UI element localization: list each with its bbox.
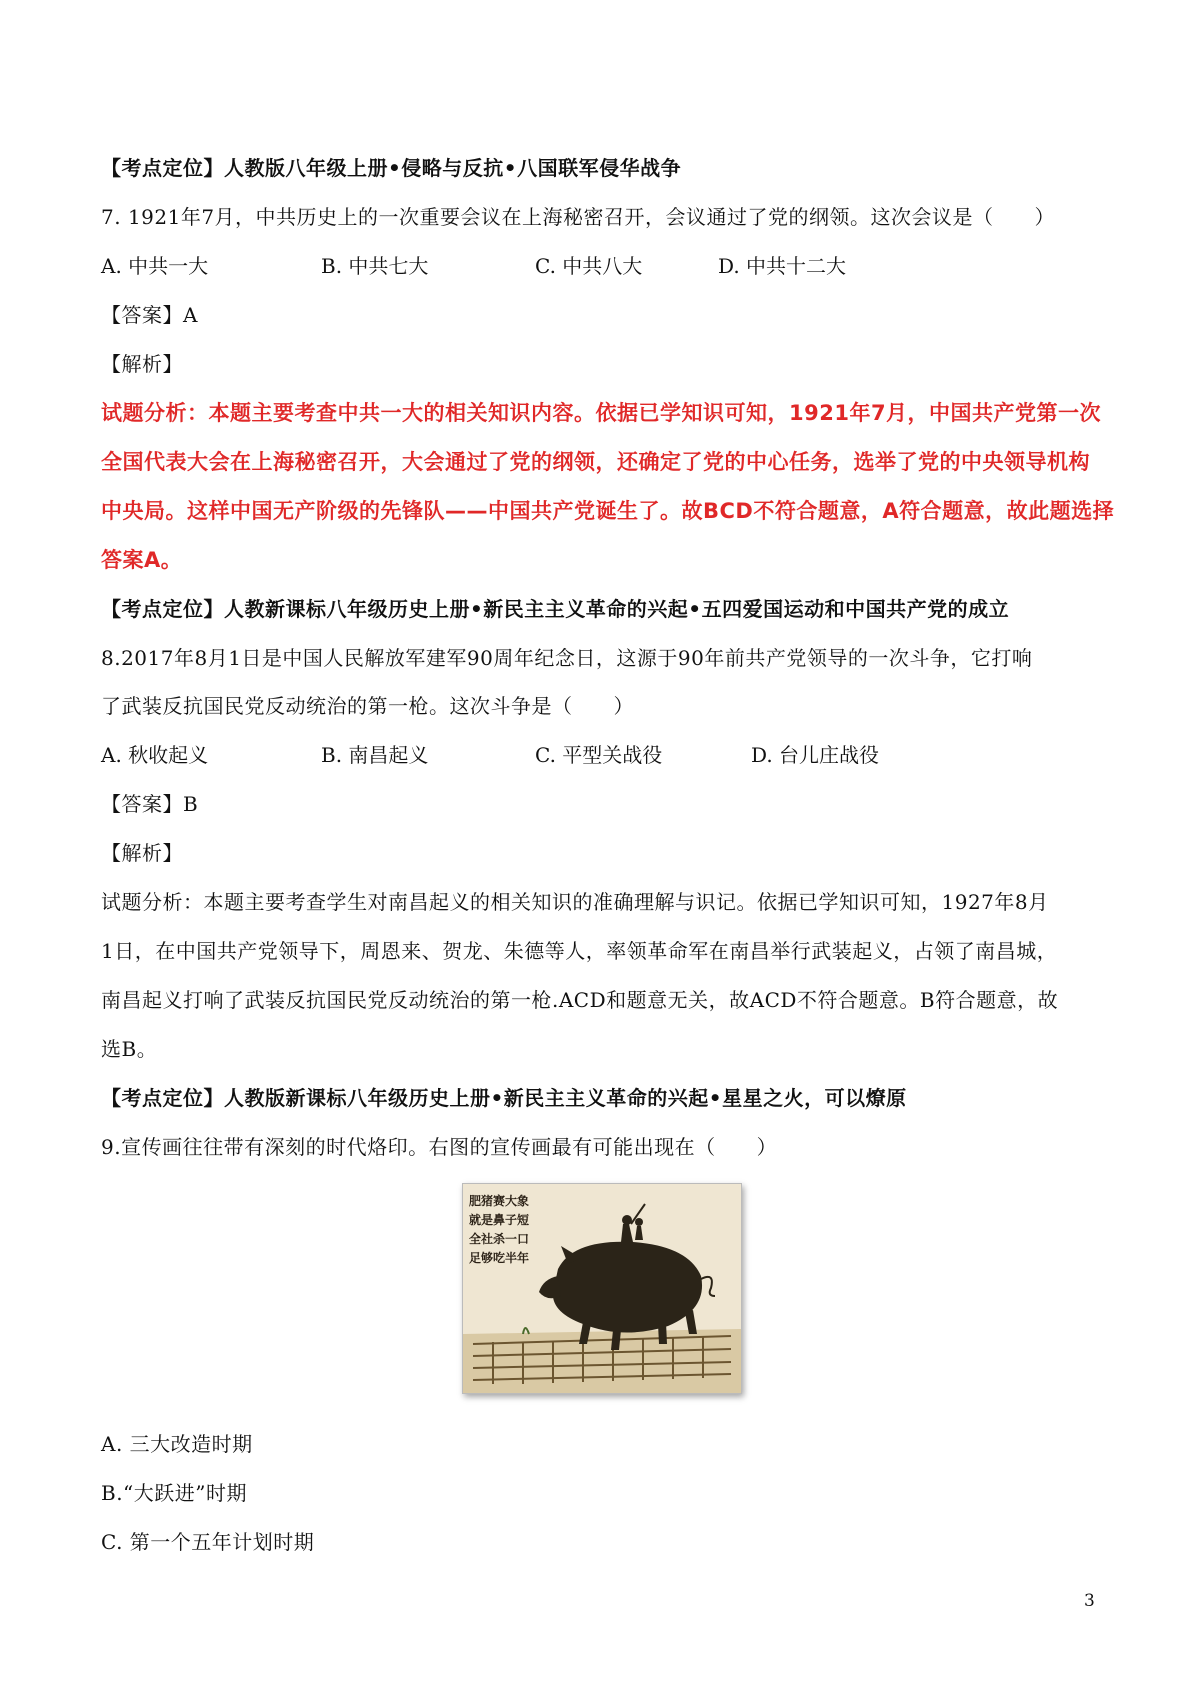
poster-text-line-3: 全社杀一口	[469, 1232, 530, 1246]
q8-answer: 【答案】B	[101, 792, 199, 816]
q7-option-b[interactable]: B. 中共七大	[321, 254, 429, 278]
poster-text-line-2: 就是鼻子短	[469, 1213, 530, 1227]
q7-analysis-line-2: 全国代表大会在上海秘密召开，大会通过了党的纲领，还确定了党的中心任务，选举了党的中央领导机构	[101, 450, 1090, 474]
q8-option-b[interactable]: B. 南昌起义	[321, 743, 429, 767]
poster-text-line-1: 肥猪赛大象	[469, 1194, 530, 1208]
q8-analysis-line-2: 1日，在中国共产党领导下，周恩来、贺龙、朱德等人，率领革命军在南昌举行武装起义，占领了南昌城，	[101, 939, 1058, 963]
q8-option-a[interactable]: A. 秋收起义	[101, 743, 209, 767]
q7-analysis-line-3: 中央局。这样中国无产阶级的先锋队——中国共产党诞生了。故BCD不符合题意，A符合题意，故此题选择	[101, 499, 1115, 523]
q8-analysis-line-3: 南昌起义打响了武装反抗国民党反动统治的第一枪.ACD和题意无关，故ACD不符合题意。B符合题意，故	[101, 988, 1059, 1012]
q8-analysis-line-4: 选B。	[101, 1037, 158, 1061]
q7-analysis-line-4: 答案A。	[101, 548, 183, 572]
question-7-stem: 7. 1921年7月，中共历史上的一次重要会议在上海秘密召开，会议通过了党的纲领。这次会议是（ ）	[101, 205, 1056, 229]
q7-option-a[interactable]: A. 中共一大	[101, 254, 209, 278]
question-9-stem: 9.宣传画往往带有深刻的时代烙印。右图的宣传画最有可能出现在（ ）	[101, 1135, 778, 1159]
q8-analysis-line-1: 试题分析：本题主要考查学生对南昌起义的相关知识的准确理解与识记。依据已学知识可知，1927年8月	[101, 890, 1049, 914]
question-8-stem-line-1: 8.2017年8月1日是中国人民解放军建军90周年纪念日，这源于90年前共产党领导的一次斗争，它打响	[101, 646, 1033, 670]
question-8-stem-line-2: 了武装反抗国民党反动统治的第一枪。这次斗争是（ ）	[101, 694, 634, 718]
q7-jiexi-label: 【解析】	[101, 352, 183, 376]
page-number: 3	[1084, 1591, 1095, 1611]
q9-option-c[interactable]: C. 第一个五年计划时期	[101, 1530, 315, 1554]
poster-text-line-4: 足够吃半年	[469, 1251, 530, 1265]
kaodian-q7: 【考点定位】人教新课标八年级历史上册•新民主主义革命的兴起•五四爱国运动和中国共产党的成立	[101, 597, 1010, 621]
q9-option-a[interactable]: A. 三大改造时期	[101, 1432, 253, 1456]
kaodian-q6: 【考点定位】人教版八年级上册•侵略与反抗•八国联军侵华战争	[101, 156, 682, 180]
q8-option-d[interactable]: D. 台儿庄战役	[751, 743, 880, 767]
q8-jiexi-label: 【解析】	[101, 841, 183, 865]
q7-option-d[interactable]: D. 中共十二大	[718, 254, 847, 278]
q7-option-c[interactable]: C. 中共八大	[535, 254, 643, 278]
propaganda-poster-image	[462, 1183, 742, 1394]
kaodian-q8: 【考点定位】人教版新课标八年级历史上册•新民主主义革命的兴起•星星之火，可以燎原	[101, 1086, 907, 1110]
q7-analysis-line-1: 试题分析：本题主要考查中共一大的相关知识内容。依据已学知识可知，1921年7月，中国共产党第一次	[101, 401, 1102, 425]
q7-answer: 【答案】A	[101, 303, 198, 327]
q8-option-c[interactable]: C. 平型关战役	[535, 743, 663, 767]
q9-option-b[interactable]: B.“大跃进”时期	[101, 1481, 248, 1505]
